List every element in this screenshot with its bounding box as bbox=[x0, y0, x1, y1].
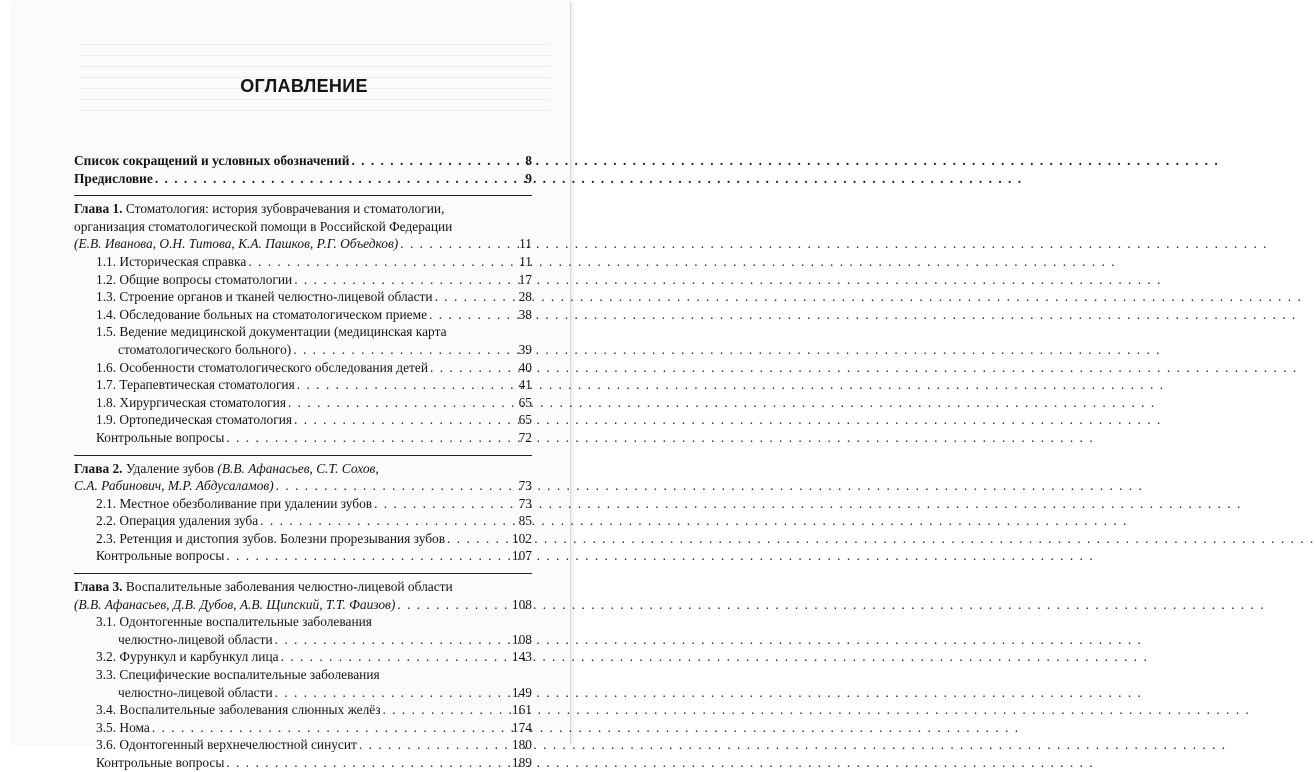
toc-entry-1-7: 1.7. Терапевтическая стоматология . . . 41 bbox=[74, 376, 532, 394]
chapter-1-heading: Глава 1. Стоматология: история зубоврачевания и стоматологии, bbox=[74, 201, 445, 217]
toc-entry-2-questions: Контрольные вопросы . . . 107 bbox=[74, 547, 532, 565]
toc-entry-abbreviations: Список сокращений и условных обозначений . . . 8 bbox=[74, 152, 532, 170]
toc-entry-3-1: 3.1. Одонтогенные воспалительные заболевания bbox=[96, 614, 372, 630]
toc-entry-2-3: 2.3. Ретенция и дистопия зубов. Болезни прорезывания зубов . . . 102 bbox=[74, 530, 532, 548]
chapter-3-heading: Глава 3. Воспалительные заболевания челюстно-лицевой области bbox=[74, 579, 453, 595]
toc-entry-preface: Предисловие . . . 9 bbox=[74, 170, 532, 188]
toc-entry-1-5: 1.5. Ведение медицинской документации (медицинская карта bbox=[96, 324, 447, 340]
toc-entry-1-5-cont: стоматологического больного) . . . 39 bbox=[74, 341, 532, 359]
divider bbox=[74, 573, 532, 574]
page-title: ОГЛАВЛЕНИЕ bbox=[240, 76, 368, 96]
toc-entry-3-3: 3.3. Специфические воспалительные заболевания bbox=[96, 667, 380, 683]
chapter-3-authors: (В.В. Афанасьев, Д.В. Дубов, А.В. Щипский, Т.Т. Фаизов) . . . 108 bbox=[74, 596, 532, 614]
toc-entry-1-8: 1.8. Хирургическая стоматология . . . 65 bbox=[74, 394, 532, 412]
chapter-1-authors: (Е.В. Иванова, О.Н. Титова, К.А. Пашков, Р.Г. Объедков) . . . 11 bbox=[74, 235, 532, 253]
toc-entry-1-2: 1.2. Общие вопросы стоматологии . . . 17 bbox=[74, 271, 532, 289]
chapter-2-authors: С.А. Рабинович, М.Р. Абдусаламов) . . . 73 bbox=[74, 477, 532, 495]
toc-entry-1-3: 1.3. Строение органов и тканей челюстно-лицевой области . . . 28 bbox=[74, 288, 532, 306]
table-of-contents bbox=[74, 152, 532, 772]
toc-entry-1-9: 1.9. Ортопедическая стоматология . . . 65 bbox=[74, 411, 532, 429]
toc-entry-2-1: 2.1. Местное обезболивание при удалении зубов . . . 73 bbox=[74, 495, 532, 513]
toc-entry-1-6: 1.6. Особенности стоматологического обследования детей . . . 40 bbox=[74, 359, 532, 377]
toc-entry-1-questions: Контрольные вопросы . . . 72 bbox=[74, 429, 532, 447]
toc-entry-3-6: 3.6. Одонтогенный верхнечелюстной синусит . . . 180 bbox=[74, 736, 532, 754]
toc-entry-1-1: 1.1. Историческая справка . . . 11 bbox=[74, 253, 532, 271]
divider bbox=[74, 455, 532, 456]
divider bbox=[74, 195, 532, 196]
chapter-1-heading-cont: организация стоматологической помощи в Российской Федерации bbox=[74, 218, 453, 234]
toc-entry-3-5: 3.5. Нома . . . 174 bbox=[74, 719, 532, 737]
toc-entry-3-questions: Контрольные вопросы . . . 189 bbox=[74, 754, 532, 772]
chapter-2-heading: Глава 2. Удаление зубов (В.В. Афанасьев, С.Т. Сохов, bbox=[74, 460, 379, 476]
book-page bbox=[10, 2, 571, 770]
toc-entry-3-4: 3.4. Воспалительные заболевания слюнных желёз . . . 161 bbox=[74, 701, 532, 719]
toc-entry-3-1-cont: челюстно-лицевой области . . . 108 bbox=[74, 631, 532, 649]
toc-entry-2-2: 2.2. Операция удаления зуба . . . 85 bbox=[74, 512, 532, 530]
toc-entry-3-3-cont: челюстно-лицевой области . . . 149 bbox=[74, 684, 532, 702]
toc-entry-1-4: 1.4. Обследование больных на стоматологическом приеме . . . 38 bbox=[74, 306, 532, 324]
toc-entry-3-2: 3.2. Фурункул и карбункул лица . . . 143 bbox=[74, 648, 532, 666]
